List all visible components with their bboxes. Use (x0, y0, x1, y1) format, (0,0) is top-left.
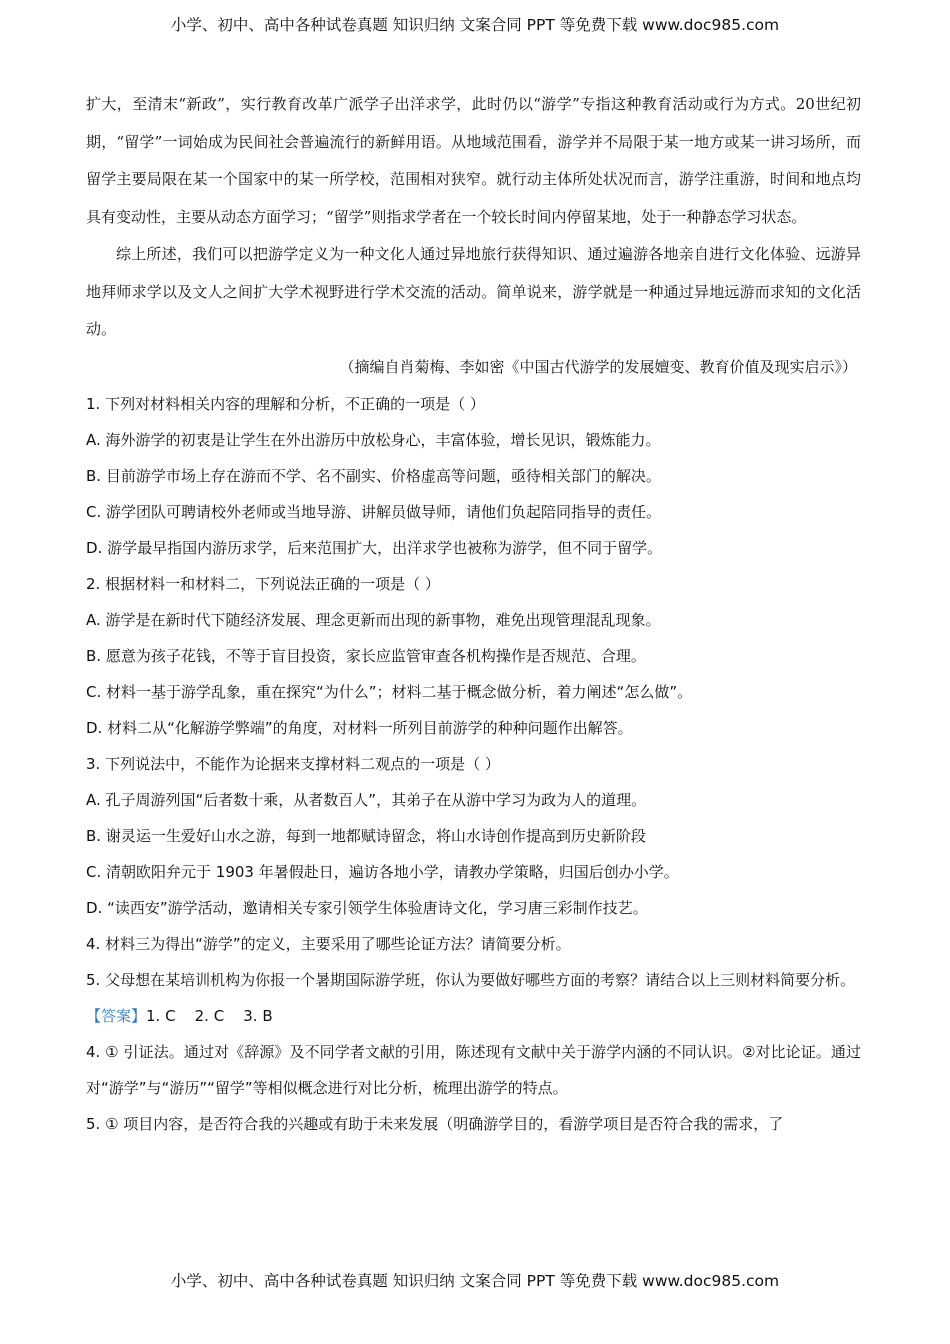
question-2-option-a: A. 游学是在新时代下随经济发展、理念更新而出现的新事物，难免出现管理混乱现象。 (86, 610, 661, 629)
question-1-stem: 1. 下列对材料相关内容的理解和分析，不正确的一项是（ ） (86, 394, 485, 413)
passage-paragraph-2: 综上所述，我们可以把游学定义为一种文化人通过异地旅行获得知识、通过遍游各地亲自进行文化体验、远游异地拜师求学以及文人之间扩大学术视野进行学术交流的活动。简单说来，游学就是一种通过异地远游而求知的文化活动。 (86, 245, 861, 338)
question-5: 5. 父母想在某培训机构为你报一个暑期国际游学班，你认为要做好哪些方面的考察？请结合以上三则材料简要分析。 (86, 970, 856, 989)
answer-5: 5. ① 项目内容，是否符合我的兴趣或有助于未来发展（明确游学目的，看游学项目是否符合我的需求，了 (86, 1114, 784, 1133)
question-2-option-c: C. 材料一基于游学乱象，重在探究“为什么”；材料二基于概念做分析，着力阐述“怎么做”。 (86, 682, 693, 701)
question-4: 4. 材料三为得出“游学”的定义，主要采用了哪些论证方法？请简要分析。 (86, 934, 571, 953)
question-3-option-d: D. “读西安”游学活动，邀请相关专家引领学生体验唐诗文化，学习唐三彩制作技艺。 (86, 898, 648, 917)
question-3-option-c: C. 清朝欧阳弁元于 1903 年暑假赴日，遍访各地小学，请教办学策略，归国后创办小学。 (86, 862, 679, 881)
answer-line (86, 998, 861, 1034)
document-body (86, 86, 861, 1142)
question-3-stem: 3. 下列说法中，不能作为论据来支撑材料二观点的一项是（ ） (86, 754, 500, 773)
question-1-option-d: D. 游学最早指国内游历求学，后来范围扩大，出洋求学也被称为游学，但不同于留学。 (86, 538, 663, 557)
question-2-option-d: D. 材料二从“化解游学弊端”的角度，对材料一所列目前游学的种种问题作出解答。 (86, 718, 633, 737)
question-3-option-b: B. 谢灵运一生爱好山水之游，每到一地都赋诗留念，将山水诗创作提高到历史新阶段 (86, 826, 646, 845)
question-2-option-b: B. 愿意为孩子花钱，不等于盲目投资，家长应监管审查各机构操作是否规范、合理。 (86, 646, 646, 665)
question-3-option-a: A. 孔子周游列国“后者数十乘，从者数百人”，其弟子在从游中学习为政为人的道理。 (86, 790, 647, 809)
question-1-option-c: C. 游学团队可聘请校外老师或当地导游、讲解员做导师，请他们负起陪同指导的责任。 (86, 502, 662, 521)
answer-multiple-choice: 1. C 2. C 3. B (146, 1006, 273, 1025)
question-1-option-a: A. 海外游学的初衷是让学生在外出游历中放松身心，丰富体验，增长见识，锻炼能力。 (86, 430, 661, 449)
passage-paragraph-1: 扩大，至清末“新政”，实行教育改革广派学子出洋求学，此时仍以“游学”专指这种教育活动或行为方式。20世纪初期，“留学”一词始成为民间社会普遍流行的新鲜用语。从地域范围看，游学并不局限于某一地方或某一讲习场所，而留学主要局限在某一个国家中的某一所学校，范围相对狭窄。就行动主体所处状况而言，游学注重游，时间和地点均具有变动性，主要从动态方面学习；“留学”则指求学者在一个较长时间内停留某地，处于一种静态学习状态。 (86, 95, 861, 226)
answer-4: 4. ① 引证法。通过对《辞源》及不同学者文献的引用，陈述现有文献中关于游学内涵的不同认识。②对比论证。通过对“游学”与“游历”“留学”等相似概念进行对比分析，梳理出游学的特点。 (86, 1042, 861, 1097)
question-1-option-b: B. 目前游学市场上存在游而不学、名不副实、价格虚高等问题，亟待相关部门的解决。 (86, 466, 661, 485)
page-header: 小学、初中、高中各种试卷真题 知识归纳 文案合同 PPT 等免费下载 www.doc985.com (170, 16, 780, 34)
answer-label: 【答案】 (86, 1006, 147, 1025)
passage-source: （摘编自肖菊梅、李如密《中国古代游学的发展嬗变、教育价值及现实启示》） (339, 357, 857, 376)
question-2-stem: 2. 根据材料一和材料二，下列说法正确的一项是（ ） (86, 574, 440, 593)
page-footer: 小学、初中、高中各种试卷真题 知识归纳 文案合同 PPT 等免费下载 www.doc985.com (170, 1272, 780, 1290)
